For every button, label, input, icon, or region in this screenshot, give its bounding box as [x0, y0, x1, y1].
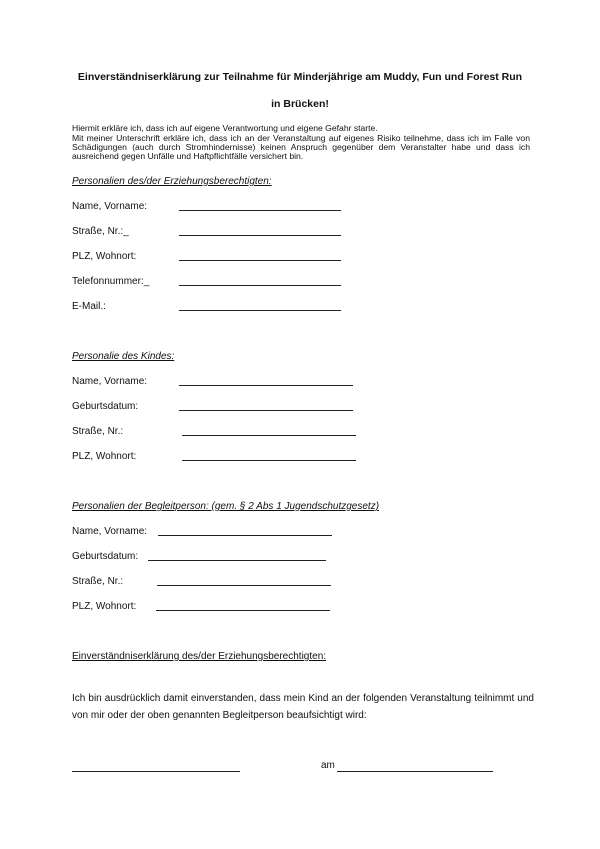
date-input-line[interactable] [337, 771, 493, 772]
consent-heading: Einverständniserklärung des/der Erziehungsberechtigten: [72, 651, 327, 662]
child-city-input-line[interactable] [182, 460, 356, 461]
companion-city-input-line[interactable] [156, 610, 330, 611]
companion-section-heading: Personalien der Begleitperson: (gem. § 2 Abs 1 Jugendschutzgesetz) [72, 501, 380, 512]
guardian-email-label: E-Mail.: [72, 301, 106, 312]
guardian-phone-label: Telefonnummer:_ [72, 276, 150, 287]
companion-street-input-line[interactable] [157, 585, 331, 586]
signature-line[interactable] [72, 771, 240, 772]
child-birthdate-label: Geburtsdatum: [72, 401, 139, 412]
companion-birthdate-label: Geburtsdatum: [72, 551, 139, 562]
child-street-input-line[interactable] [182, 435, 356, 436]
guardian-street-input-line[interactable] [179, 235, 341, 236]
guardian-street-label: Straße, Nr.:_ [72, 226, 129, 237]
child-city-label: PLZ, Wohnort: [72, 451, 137, 462]
child-name-label: Name, Vorname: [72, 376, 148, 387]
guardian-phone-input-line[interactable] [179, 285, 341, 286]
guardian-email-input-line[interactable] [179, 310, 341, 311]
date-label: am [321, 760, 335, 771]
intro-sentence: Hiermit erkläre ich, dass ich auf eigene Verantwortung und eigene Gefahr starte. [72, 123, 378, 133]
companion-street-label: Straße, Nr.: [72, 576, 124, 587]
companion-city-label: PLZ, Wohnort: [72, 601, 137, 612]
companion-birthdate-input-line[interactable] [148, 560, 326, 561]
document-title-line2: in Brücken! [271, 98, 329, 110]
document-title: Einverständniserklärung zur Teilnahme für Minderjährige am Muddy, Fun und Forest Run [77, 71, 523, 83]
guardian-city-label: PLZ, Wohnort: [72, 251, 137, 262]
companion-name-label: Name, Vorname: [72, 526, 148, 537]
child-name-input-line[interactable] [179, 385, 353, 386]
consent-text: Ich bin ausdrücklich damit einverstanden, dass mein Kind an der folgenden Veranstaltung teilnimmt und von mir oder der oben genannten Begleitperson beaufsichtigt wird: [72, 693, 534, 721]
guardian-name-input-line[interactable] [179, 210, 341, 211]
guardian-name-label: Name, Vorname: [72, 201, 148, 212]
companion-name-input-line[interactable] [158, 535, 332, 536]
intro-liability-text: Mit meiner Unterschrift erkläre ich, dass ich an der Veranstaltung auf eigenes Risiko teilnehme, dass ich im Falle von Schädigungen (auch durch Stromhindernisse) keinen Anspruch gegenüber dem Veranstalter habe und dass ich ausreichend gegen Unfälle und Haftpflichtfälle versichert bin. [72, 133, 530, 162]
child-birthdate-input-line[interactable] [179, 410, 353, 411]
child-section-heading: Personalie des Kindes: [72, 351, 175, 362]
guardian-city-input-line[interactable] [179, 260, 341, 261]
child-street-label: Straße, Nr.: [72, 426, 124, 437]
guardian-section-heading: Personalien des/der Erziehungsberechtigten: [72, 176, 272, 187]
